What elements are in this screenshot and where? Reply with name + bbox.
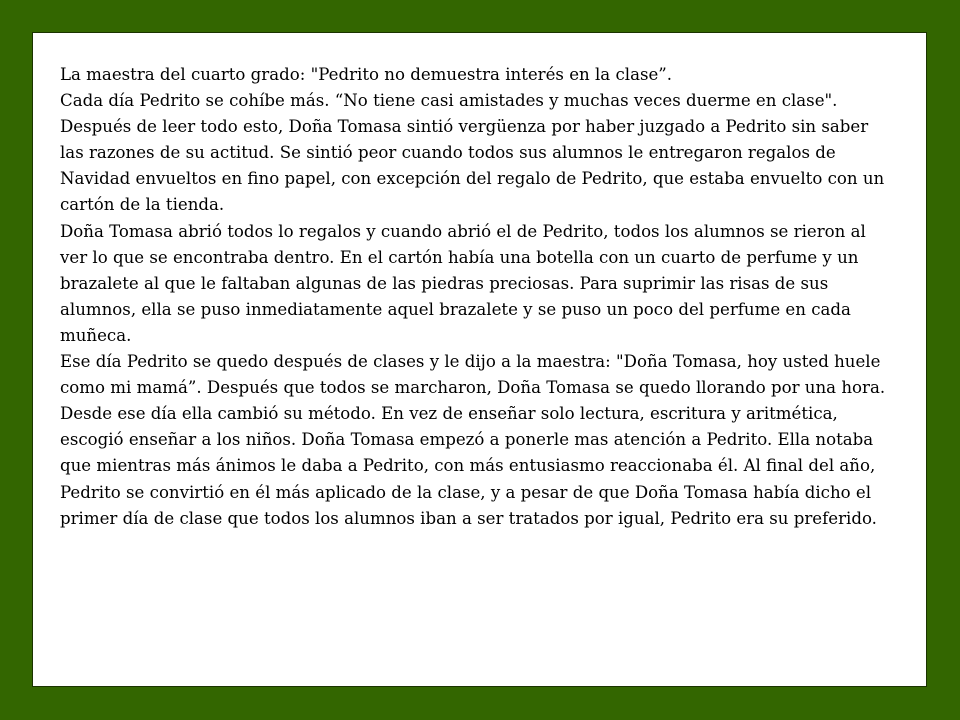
- paragraph-method-changed: Desde ese día ella cambió su método. En vez de enseñar solo lectura, escritura y aritmética, escogió enseñar a los niños. Doña Tomasa empezó a ponerle mas atención a Pedrito. Ella notaba que mientras más ánimos le daba a Pedrito, con más entusiasmo reaccionaba él. Al final del año, Pedrito se convirtió en él más aplicado de la clase, y a pesar de que Doña Tomasa había dicho el primer día de clase que todos los alumnos iban a ser tratados por igual, Pedrito era su preferido.: [60, 404, 877, 528]
- paragraph-teacher-fourth-grade: La maestra del cuarto grado: "Pedrito no demuestra interés en la clase”.: [60, 65, 673, 84]
- slide-text-panel: [32, 32, 927, 687]
- paragraph-shy: Cada día Pedrito se cohíbe más. “No tiene casi amistades y muchas veces duerme en clase".: [60, 91, 838, 111]
- paragraph-shame-gifts: Después de leer todo esto, Doña Tomasa sintió vergüenza por haber juzgado a Pedrito sin saber las razones de su actitud. Se sintió peor cuando todos sus alumnos le entregaron regalos de Navidad envueltos en fino papel, con excepción del regalo de Pedrito, que estaba envuelto con un cartón de la tienda.: [60, 117, 885, 215]
- paragraph-opened-gifts: Doña Tomasa abrió todos lo regalos y cuando abrió el de Pedrito, todos los alumnos se rieron al ver lo que se encontraba dentro. En el cartón había una botella con un cuarto de perfume y un brazalete al que le faltaban algunas de las piedras preciosas. Para suprimir las risas de sus alumnos, ella se puso inmediatamente aquel brazalete y se puso un poco del perfume en cada muñeca.: [60, 221, 866, 345]
- paragraph-smells-like-mom: Ese día Pedrito se quedo después de clases y le dijo a la maestra: "Doña Tomasa, hoy usted huele como mi mamá”. Después que todos se marcharon, Doña Tomasa se quedo llorando por una hora.: [60, 352, 886, 398]
- story-text: [60, 62, 895, 532]
